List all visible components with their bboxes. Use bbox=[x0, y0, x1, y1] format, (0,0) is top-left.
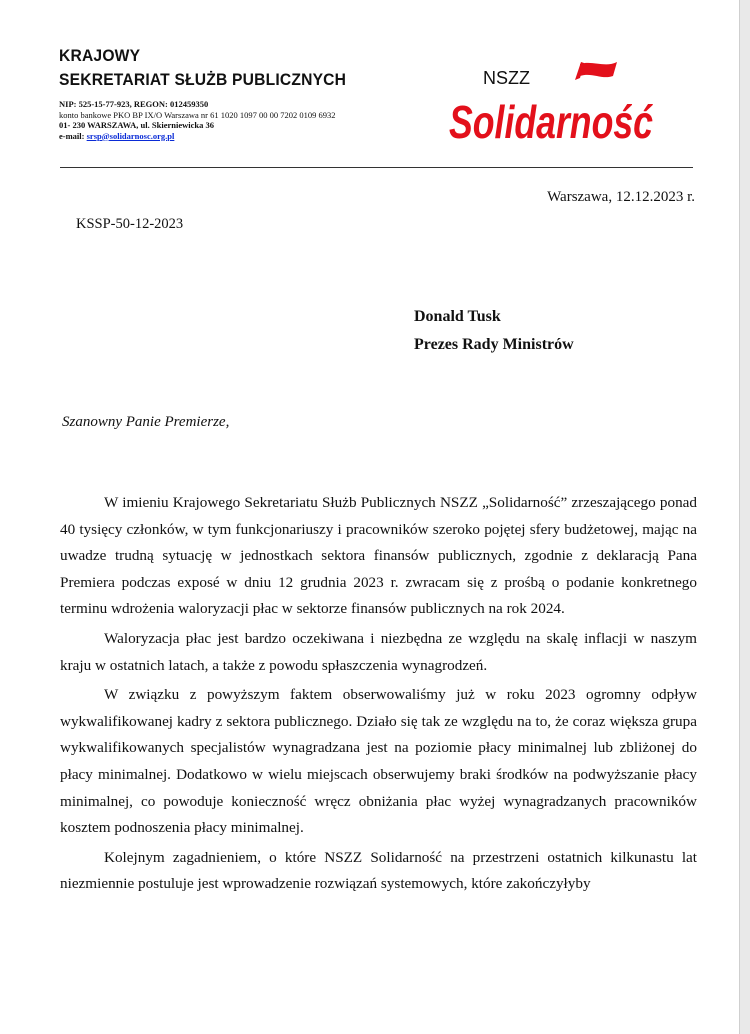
email-label: e-mail: bbox=[59, 130, 87, 141]
recipient-name: Donald Tusk bbox=[414, 308, 501, 325]
org-name-line2: SEKRETARIAT SŁUŻB PUBLICZNYCH bbox=[59, 70, 347, 89]
date-line: Warszawa, 12.12.2023 r. bbox=[547, 189, 695, 205]
header-divider bbox=[60, 167, 693, 168]
email-line bbox=[59, 131, 336, 142]
paragraph: W imieniu Krajowego Sekretariatu Służb Publicznych NSZZ „Solidarność” zrzeszającego ponad 40 tysięcy członków, w tym funkcjonariuszy i pracowników szeroko pojętej sfery budżetowej, mając na uwadze trudną sytuację w jednostkach sektora finansów publicznych, zgodnie z deklaracją Pana Premiera podczas exposé w dniu 12 grudnia 2023 r. zwracam się z prośbą o podanie konkretnego terminu wdrożenia waloryzacji płac w sektorze finansów publicznych na rok 2024. bbox=[60, 494, 697, 618]
address: 01- 230 WARSZAWA, ul. Skierniewicka 36 bbox=[59, 120, 214, 130]
logo-brand-text: Solidarność bbox=[449, 96, 654, 148]
recipient-block bbox=[414, 303, 574, 359]
organization-name bbox=[59, 44, 346, 92]
organization-details bbox=[59, 99, 336, 141]
recipient-title: Prezes Rady Ministrów bbox=[414, 336, 574, 353]
paragraph: W związku z powyższym faktem obserwowaliśmy już w roku 2023 ogromny odpływ wykwalifikowanej kadry z sektora publicznego. Działo się tak ze względu na to, że coraz większa grupa wykwalifikowanych specjalistów wynagradzana jest na poziomie płacy minimalnej lub zbliżonej do płacy minimalnej. Dodatkowo w wielu miejscach obserwujemy braki środków na podwyższanie płacy minimalnej, co powoduje konieczność wręcz obniżania płac wyżej wynagradzanych pracowników kosztem podnoszenia płacy minimalnej. bbox=[60, 686, 697, 837]
paragraph: Kolejnym zagadnieniem, o które NSZZ Solidarność na przestrzeni ostatnich kilkunastu lat niezmiennie postuluje jest wprowadzenie rozwiązań systemowych, które zakończyłyby bbox=[60, 848, 697, 893]
nip-regon: NIP: 525-15-77-923, REGON: 012459350 bbox=[59, 99, 209, 109]
bank-account: konto bankowe PKO BP IX/O Warszawa nr 61 1020 1097 00 00 7202 0109 6932 bbox=[59, 109, 336, 120]
paragraph: Waloryzacja płac jest bardzo oczekiwana i niezbędna ze względu na skalę inflacji w naszym kraju w ostatnich latach, a także z powodu spłaszczenia wynagrodzeń. bbox=[60, 629, 697, 674]
salutation: Szanowny Panie Premierze, bbox=[62, 414, 230, 430]
logo-nszz-text: NSZZ bbox=[483, 68, 530, 88]
email-link[interactable]: srsp@solidarnosc.org.pl bbox=[86, 130, 175, 141]
org-name-line1: KRAJOWY bbox=[59, 46, 141, 65]
reference-number: KSSP-50-12-2023 bbox=[76, 216, 184, 232]
flag-cloth bbox=[580, 62, 617, 77]
letter-body bbox=[60, 490, 697, 901]
solidarnosc-logo bbox=[447, 58, 657, 150]
